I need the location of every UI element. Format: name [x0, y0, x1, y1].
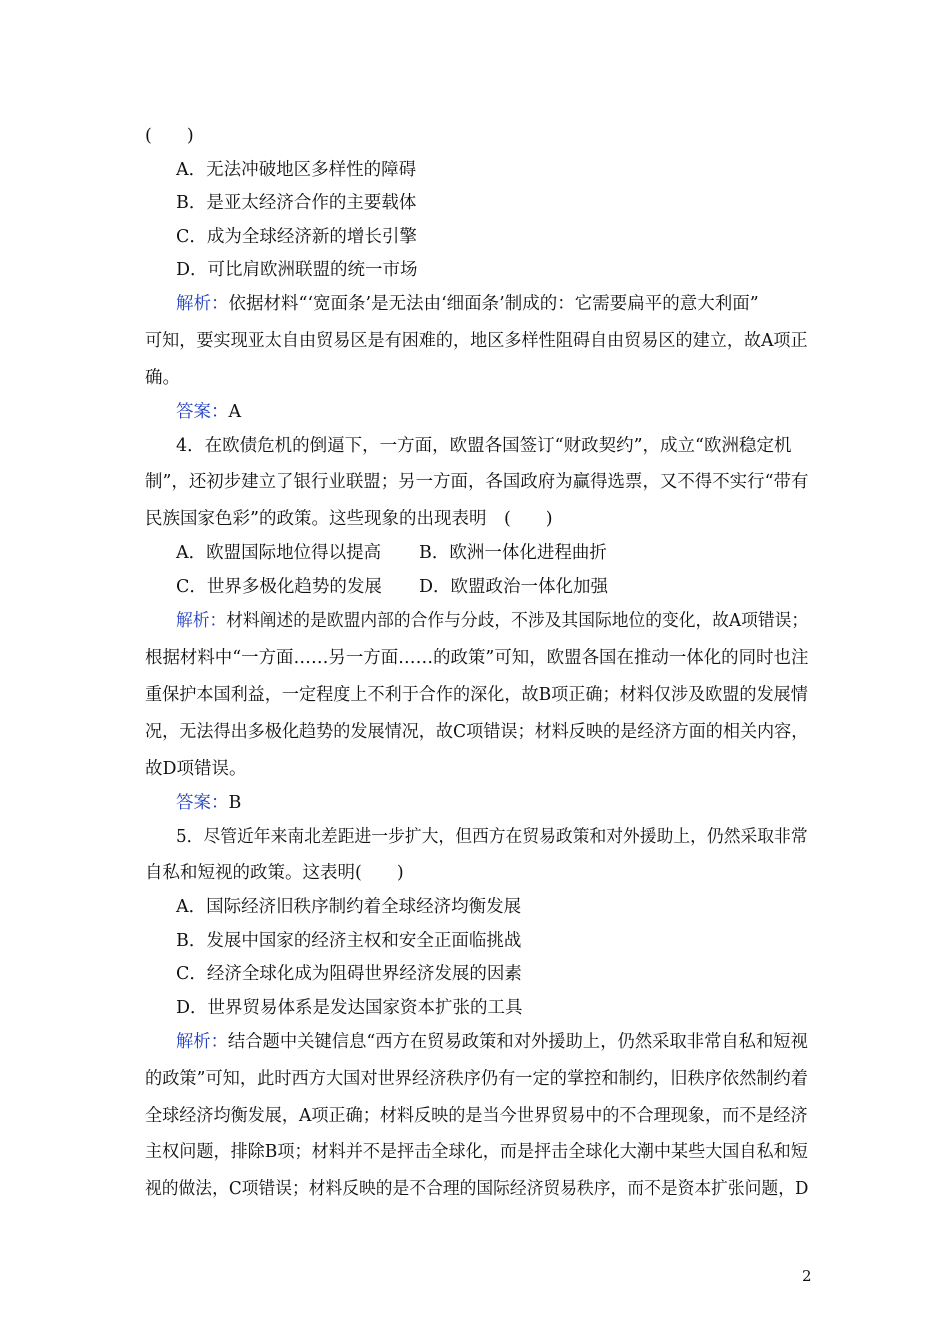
q4-analysis-line-4: 况，无法得出多极化趋势的发展情况，故C项错误；材料反映的是经济方面的相关内容，: [145, 722, 809, 742]
q4-option-c: C．世界多极化趋势的发展: [176, 577, 382, 597]
page-number: 2: [802, 1267, 812, 1285]
q4-answer-label: 答案：: [176, 793, 229, 813]
q3-option-a: A．无法冲破地区多样性的障碍: [176, 160, 417, 180]
q5-option-c: C．经济全球化成为阻碍世界经济发展的因素: [176, 964, 522, 984]
q5-analysis-line-5: 视的做法，C项错误；材料反映的是不合理的国际经济贸易秩序，而不是资本扩张问题，D: [145, 1179, 809, 1199]
q4-analysis-line-1: [176, 609, 808, 633]
q3-option-d: D．可比肩欧洲联盟的统一市场: [176, 260, 418, 280]
q3-answer-value: A: [228, 402, 242, 422]
q5-option-a: A．国际经济旧秩序制约着全球经济均衡发展: [176, 897, 522, 917]
q5-stem-line-1: 5．尽管近年来南北差距进一步扩大，但西方在贸易政策和对外援助上，仍然采取非常: [176, 827, 808, 847]
q4-analysis-label: 解析：: [176, 611, 227, 631]
q3-analysis-label: 解析：: [176, 294, 229, 314]
q5-option-b: B．发展中国家的经济主权和安全正面临挑战: [176, 931, 522, 951]
q4-analysis-line-3: 重保护本国利益，一定程度上不利于合作的深化，故B项正确；材料仅涉及欧盟的发展情: [145, 685, 808, 705]
q4-analysis-line-5: 故D项错误。: [145, 759, 247, 779]
q4-option-b: B．欧洲一体化进程曲折: [419, 543, 607, 563]
q5-stem-line-2: 自私和短视的政策。这表明( ): [145, 863, 404, 883]
q5-analysis-line-2: 的政策”可知，此时西方大国对世界经济秩序仍有一定的掌控和制约，旧秩序依然制约着: [145, 1069, 808, 1089]
q5-option-d: D．世界贸易体系是发达国家资本扩张的工具: [176, 998, 523, 1018]
q5-analysis-line-4: 主权问题，排除B项；材料并不是抨击全球化，而是抨击全球化大潮中某些大国自私和短: [145, 1142, 808, 1162]
q4-option-a: A．欧盟国际地位得以提高: [176, 543, 382, 563]
q3-analysis-line-2: 可知，要实现亚太自由贸易区是有困难的，地区多样性阻碍自由贸易区的建立，故A项正: [145, 331, 808, 351]
q4-option-d: D．欧盟政治一体化加强: [419, 577, 609, 597]
q4-options-row-1: [176, 541, 607, 565]
q5-analysis-line-3: 全球经济均衡发展，A项正确；材料反映的是当今世界贸易中的不合理现象，而不是经济: [145, 1106, 808, 1126]
q3-analysis-line-3: 确。: [145, 368, 180, 388]
q4-stem-line-3: 民族国家色彩”的政策。这些现象的出现表明 ( ): [145, 509, 553, 529]
q5-analysis-line-1: [176, 1030, 808, 1054]
q4-stem-line-1: 4．在欧债危机的倒逼下，一方面，欧盟各国签订“财政契约”，成立“欧洲稳定机: [176, 436, 792, 456]
q3-answer: [176, 400, 241, 424]
q5-analysis-text-1: 结合题中关键信息“西方在贸易政策和对外援助上，仍然采取非常自私和短视: [227, 1032, 808, 1052]
q3-option-b: B．是亚太经济合作的主要载体: [176, 193, 417, 213]
q4-stem-line-2: 制”，还初步建立了银行业联盟；另一方面，各国政府为赢得选票，又不得不实行“带有: [145, 472, 809, 492]
q3-option-c: C．成为全球经济新的增长引擎: [176, 227, 417, 247]
q3-stem-tail: ( ): [145, 126, 194, 146]
q4-answer-value: B: [228, 793, 242, 813]
q4-analysis-text-1: 材料阐述的是欧盟内部的合作与分歧，不涉及其国际地位的变化，故A项错误；: [226, 611, 809, 631]
q4-answer: [176, 791, 241, 815]
q4-analysis-line-2: 根据材料中“一方面……另一方面……的政策”可知，欧盟各国在推动一体化的同时也注: [145, 648, 809, 668]
q3-answer-label: 答案：: [176, 402, 229, 422]
q3-analysis-line-1: [176, 292, 759, 316]
q5-analysis-label: 解析：: [176, 1032, 228, 1052]
q4-options-row-2: [176, 575, 609, 599]
q3-analysis-text-1: 依据材料“‘宽面条’是无法由‘细面条’制成的：它需要扁平的意大利面”: [228, 294, 759, 314]
